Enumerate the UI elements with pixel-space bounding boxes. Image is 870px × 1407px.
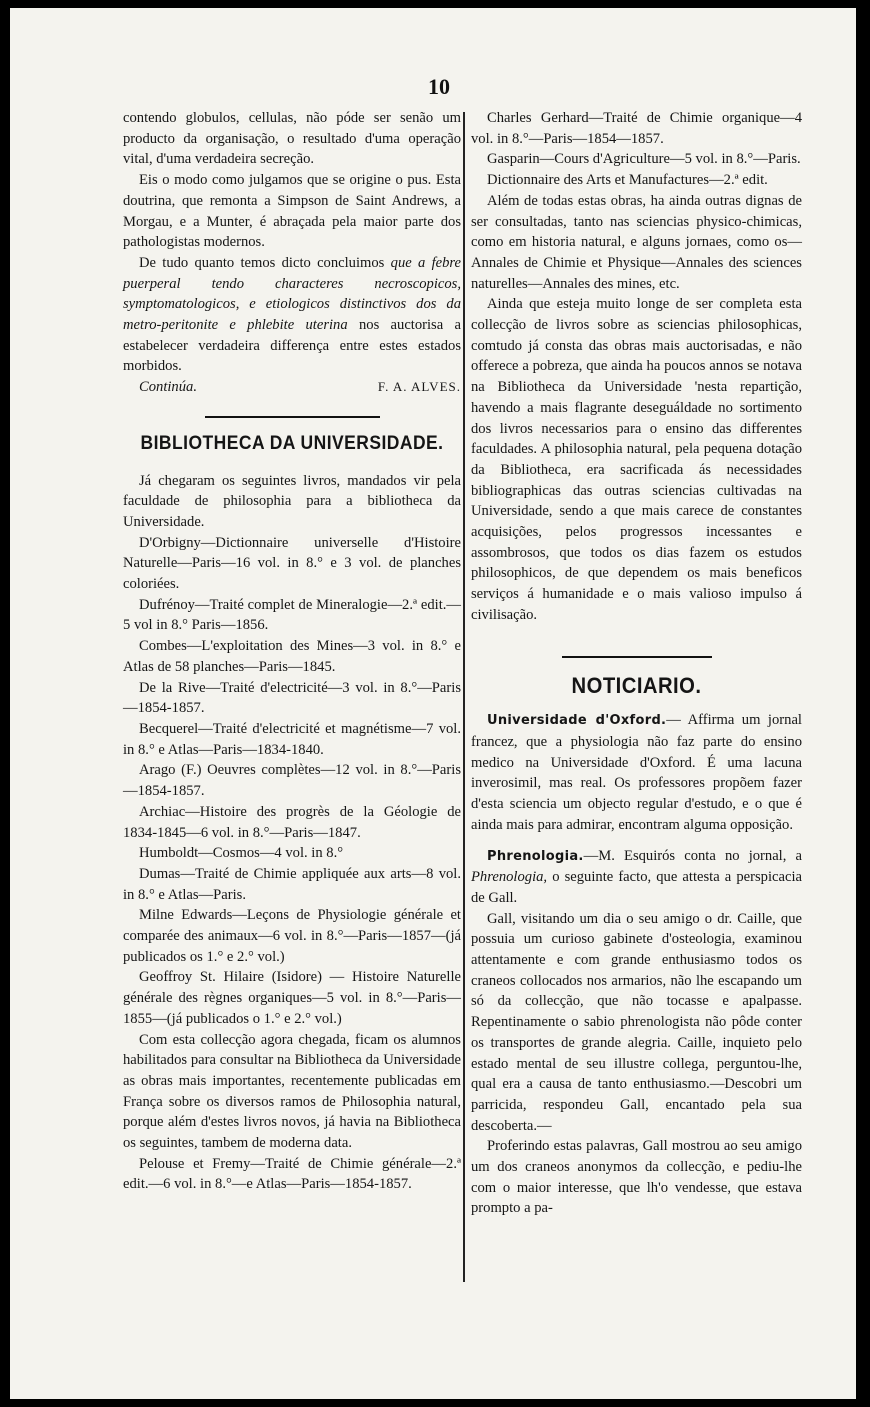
paragraph: Com esta collecção agora chegada, ficam os alumnos habilitados para consultar na Bibliotheca da Universidade as obras mais importantes, recentemente publicadas em França sobre os diversos ramos de Philosophia natural, porque além d'estes livros novos, já havia na Bibliotheca os seguintes, tambem de moderna data. [123, 1031, 461, 1152]
paragraph: Além de todas estas obras, ha ainda outras dignas de ser consultadas, tanto nas sciencias physico-chimicas, como em historia natural, e alguns jornaes, como os—Annales de Chimie et Physique—Annales des sciences naturelles—Annales des mines, etc. [471, 192, 802, 292]
book-entry: Pelouse et Fremy—Traité de Chimie générale—2.ª edit.—6 vol. in 8.°—e Atlas—Paris—1854-1857. [123, 1155, 461, 1193]
paragraph: Já chegaram os seguintes livros, mandados vir pela faculdade de philosophia para a bibliotheca da Universidade. [123, 472, 461, 530]
book-entry: Dictionnaire des Arts et Manufactures—2.ª edit. [487, 172, 768, 189]
news-item-phrenologia [471, 846, 802, 909]
book-entry: Arago (F.) Oeuvres complètes—12 vol. in 8.°—Paris—1854-1857. [123, 762, 461, 800]
section-title-biblioteca: BIBLIOTHECA DA UNIVERSIDADE. [140, 432, 444, 454]
article-signature [123, 377, 461, 398]
right-column [471, 108, 802, 1219]
book-entry: Charles Gerhard—Traité de Chimie organique—4 vol. in 8.°—Paris—1854—1857. [471, 110, 802, 147]
paragraph: contendo globulos, cellulas, não póde ser senão um producto da organisação, o resultado d'uma operação vital, d'uma verdadeira secreção. [123, 110, 461, 168]
book-entry: Dumas—Traité de Chimie appliquée aux arts—8 vol. in 8.° e Atlas—Paris. [123, 865, 461, 903]
page-number: 10 [428, 74, 450, 99]
paragraph: Proferindo estas palavras, Gall mostrou ao seu amigo um dos craneos anonymos da collecção, e pediu-lhe com o maior interesse, que lh'o vendesse, que estava prompto a pa- [471, 1138, 802, 1217]
book-entry: Becquerel—Traité d'electricité et magnétisme—7 vol. in 8.° e Atlas—Paris—1834-1840. [123, 720, 461, 758]
book-entry: De la Rive—Traité d'electricité—3 vol. in 8.°—Paris—1854-1857. [123, 679, 461, 717]
paragraph: Gall, visitando um dia o seu amigo o dr. Caille, que possuia um curioso gabinete d'osteologia, examinou attentamente e com grande enthusiasmo todos os craneos collocados nos armarios, não lhe escapando um só da collecção, que não tocasse e apalpasse. Repentinamente o sabio phrenologista não pôde conter os transportes de grande alegria. Caille, inquieto pelo estado mental de seu illustre collega, perguntou-lhe, qual era a causa de tanto enthusiasmo.—Descobri um parricida, respondeu Gall, encantado pela sua descoberta.— [471, 910, 802, 1134]
book-entry: Dufrénoy—Traité complet de Mineralogie—2.ª edit.—5 vol in 8.° Paris—1856. [123, 596, 461, 634]
news-text-phrenologia-b: o seguinte facto, que attesta a perspicacia de Gall. [471, 869, 802, 906]
news-item-oxford [471, 710, 802, 835]
news-label-phrenologia: Phrenologia. [487, 848, 584, 864]
conclusion-intro: De tudo quanto temos dicto concluimos [139, 254, 385, 271]
column-divider [463, 112, 465, 1282]
book-entry: Geoffroy St. Hilaire (Isidore) — Histoire Naturelle générale des règnes organiques—5 vol. in 8.°—Paris—1855—(já publicados o 1.° e 2.° vol.) [123, 969, 461, 1027]
left-column [123, 108, 461, 1195]
book-entry: Humboldt—Cosmos—4 vol. in 8.° [139, 845, 344, 862]
paragraph: Ainda que esteja muito longe de ser completa esta collecção de livros sobre as sciencias philosophicas, comtudo já consta das obras mais auctorisadas, e não offerece a pobreza, que ainda ha poucos annos se notava na Bibliotheca da Universidade 'nesta repartição, havendo a mais flagrante deseguáldade no sortimento dos livros necessarios para o ensino das differentes faculdades. A philosophia natural, pela pequena dotação da Bibliotheca, era sacrificada ás necessidades bibliographicas das outras sciencias cultivadas na Universidade, sendo a que mais carece de constantes acquisições, pelos progressos incessantes e assombrosos, que todos os dias fazem os estudos philosophicos, de que dependem os mais beneficos serviços á humanidade e o mais valioso impulso á civilisação. [471, 296, 802, 623]
book-entry: Archiac—Histoire des progrès de la Géologie de 1834-1845—6 vol. in 8.°—Paris—1847. [123, 803, 461, 841]
paragraph: Eis o modo como julgamos que se origine o pus. Esta doutrina, que remonta a Simpson de Saint Andrews, a Morgau, e a Munter, é abraçada pela maior parte dos pathologistas modernos. [123, 172, 461, 251]
conclusion-italic: que a febre puerperal tendo characteres necroscopicos, symptomatologicos, e etiologicos distinctivos dos da metro-peritonite e phlebite uterina [123, 254, 462, 334]
section-separator [205, 416, 380, 418]
book-entry: Combes—L'exploitation des Mines—3 vol. in 8.° e Atlas de 58 planches—Paris—1845. [123, 638, 461, 675]
news-text-phrenologia-a: —M. Esquirós conta no jornal, a [583, 847, 802, 864]
newspaper-page [10, 8, 856, 1399]
section-separator [562, 656, 712, 658]
section-title-noticiario: NOTICIARIO. [571, 672, 702, 698]
book-entry: D'Orbigny—Dictionnaire universelle d'Histoire Naturelle—Paris—16 vol. in 8.° e 3 vol. de planches coloriées. [123, 534, 461, 593]
news-text-phrenologia-italic: Phrenologia, [471, 869, 548, 886]
conclusion-end: nos auctorisa a estabelecer verdadeira differença entre estes estados morbidos. [123, 317, 461, 375]
continua-note: Continúa. [139, 379, 197, 396]
author-name: F. A. ALVES. [377, 379, 461, 395]
conclusion-paragraph [123, 253, 461, 377]
news-text-oxford: — Affirma um jornal francez, que a physiologia não faz parte do ensino medico na Universidade d'Oxford. É uma lacuna inverosimil, mas real. Os professores propõem fazer d'esta sciencia um objecto regular d'estudo, e o que é ainda mais para admirar, encontram alguma opposição. [471, 712, 802, 833]
book-entry: Milne Edwards—Leçons de Physiologie générale et comparée des animaux—6 vol. in 8.°—Paris—1857—(já publicados os 1.° e 2.° vol.) [123, 907, 461, 965]
book-entry: Gasparin—Cours d'Agriculture—5 vol. in 8.°—Paris. [487, 151, 801, 168]
news-label-oxford: Universidade d'Oxford. [487, 713, 667, 729]
